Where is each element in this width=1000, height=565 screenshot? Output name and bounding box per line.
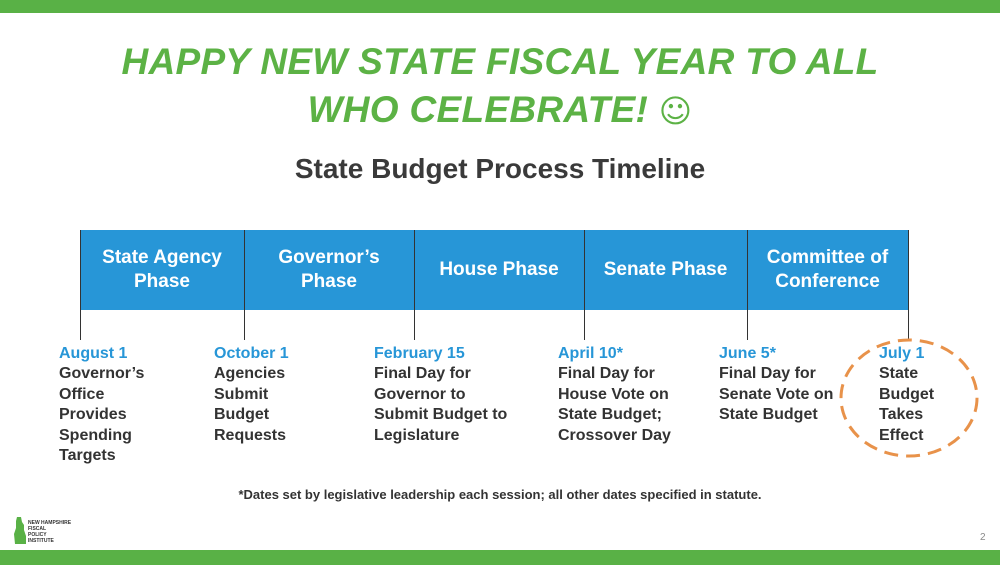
milestone-june-5 — [719, 343, 849, 426]
headline — [0, 38, 1000, 135]
logo-text-line: FISCAL — [28, 526, 47, 532]
milestone-date: July 1 — [879, 345, 925, 362]
milestone-october-1 — [214, 343, 354, 446]
phase-committee-of-conference: Committee of Conference — [766, 247, 889, 292]
highlight-oval — [838, 336, 980, 460]
timeline-tick-april — [584, 230, 585, 340]
milestone-april-10 — [558, 343, 708, 446]
logo-text-line: POLICY — [28, 532, 47, 538]
milestone-date: October 1 — [214, 345, 289, 362]
phase-governor: Governor’s Phase — [278, 247, 380, 292]
milestone-desc: Agencies Submit Budget Requests — [214, 365, 287, 444]
smiley-icon: ☺ — [658, 92, 693, 130]
fpi-logo — [13, 516, 73, 546]
milestone-desc: Final Day for House Vote on State Budget; Crossover Day — [558, 365, 671, 444]
milestone-february-15 — [374, 343, 534, 446]
top-green-bar — [0, 0, 1000, 13]
logo-text — [28, 520, 71, 544]
logo-text-line: INSTITUTE — [28, 538, 54, 544]
headline-line-1: HAPPY NEW STATE FISCAL YEAR TO ALL — [121, 41, 879, 82]
page-number: 2 — [980, 532, 986, 543]
timeline-tick-october — [244, 230, 245, 340]
headline-line-2 — [0, 86, 1000, 135]
milestone-august-1 — [59, 343, 199, 467]
phase-state-agency: State Agency Phase — [102, 247, 222, 292]
milestone-desc: Final Day for Senate Vote on State Budget — [719, 365, 834, 423]
footnote: *Dates set by legislative leadership each session; all other dates specified in statute. — [238, 487, 762, 502]
timeline-tick-june — [747, 230, 748, 340]
milestone-desc: State Budget Takes Effect — [879, 365, 935, 444]
milestone-desc: Final Day for Governor to Submit Budget to Legislature — [374, 365, 508, 444]
bottom-green-bar — [0, 550, 1000, 565]
milestone-date: June 5* — [719, 345, 776, 362]
milestone-date: February 15 — [374, 345, 465, 362]
milestone-desc: Governor’s Office Provides Spending Targets — [59, 365, 145, 464]
milestone-date: April 10* — [558, 345, 623, 362]
logo-text-line: NEW HAMPSHIRE — [28, 520, 72, 526]
timeline-title: State Budget Process Timeline — [294, 153, 706, 184]
timeline-tick-august — [80, 230, 81, 340]
timeline-tick-july — [908, 230, 909, 340]
timeline-tick-february — [414, 230, 415, 340]
nh-state-outline-icon — [13, 516, 27, 546]
headline-line-2-text: WHO CELEBRATE! — [307, 89, 649, 130]
milestone-date: August 1 — [59, 345, 128, 362]
phase-house: House Phase — [439, 259, 559, 280]
phase-senate: Senate Phase — [603, 259, 728, 280]
